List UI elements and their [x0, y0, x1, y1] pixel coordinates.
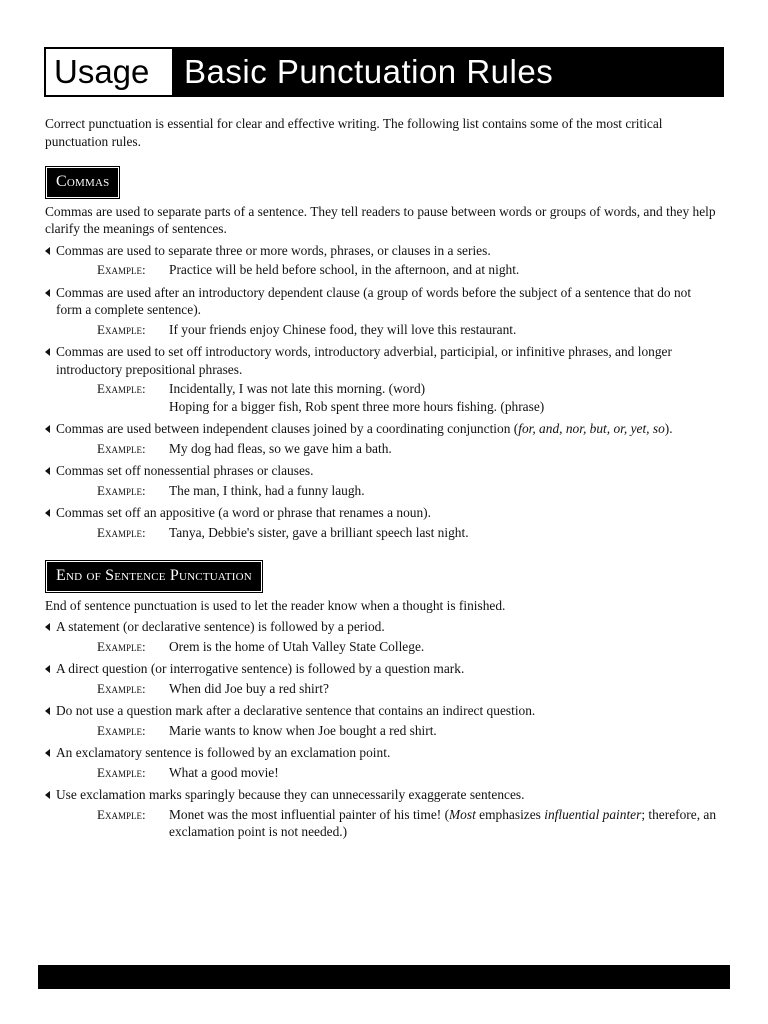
example-text: If your friends enjoy Chinese food, they will love this restaurant.	[169, 321, 517, 337]
example-text: My dog had fleas, so we gave him a bath.	[169, 440, 392, 456]
example-row	[97, 440, 717, 458]
bullet-triangle-icon	[45, 665, 50, 673]
example-text: When did Joe buy a red shirt?	[169, 680, 329, 696]
rule-text: Commas are used to set off introductory words, introductory adverbial, participial, or infinitive phrases, and longer introductory prepositional phrases.	[56, 344, 672, 377]
rule-item	[45, 504, 717, 541]
example-text: The man, I think, had a funny laugh.	[169, 482, 365, 498]
bullet-triangle-icon	[45, 623, 50, 631]
rule-text: An exclamatory sentence is followed by an exclamation point.	[56, 745, 391, 760]
rule-item	[45, 420, 717, 457]
example-text: Incidentally, I was not late this morning. (word)	[169, 381, 426, 396]
rule-text: Do not use a question mark after a declarative sentence that contains an indirect question.	[56, 703, 536, 718]
rule-text: Commas are used to separate three or more words, phrases, or clauses in a series.	[56, 242, 491, 258]
document-body	[45, 115, 717, 846]
example-text: Practice will be held before school, in the afternoon, and at night.	[169, 262, 520, 277]
example-label: Example:	[97, 764, 146, 780]
rule-item	[45, 462, 717, 499]
bullet-triangle-icon	[45, 348, 50, 356]
example-text: Orem is the home of Utah Valley State College.	[169, 638, 425, 654]
header-usage-label: Usage	[46, 49, 174, 95]
section-heading-commas: Commas	[48, 169, 117, 196]
example-text: Tanya, Debbie's sister, gave a brilliant speech last night.	[169, 524, 469, 540]
emphasized-word: Most	[449, 806, 476, 822]
bullet-triangle-icon	[45, 707, 50, 715]
intro-paragraph: Correct punctuation is essential for clear and effective writing. The following list contains some of the most critical punctuation rules.	[45, 116, 663, 149]
example-label: Example:	[97, 638, 146, 654]
rule-text: Commas set off nonessential phrases or clauses.	[56, 463, 314, 478]
example-text: What a good movie!	[169, 764, 279, 780]
footer-bar	[38, 965, 730, 989]
example-text	[169, 806, 717, 841]
example-text-part: Monet was the most influential painter of his time! (	[169, 806, 450, 822]
example-row	[97, 321, 717, 339]
example-label: Example:	[97, 680, 146, 696]
rule-item	[45, 242, 717, 279]
bullet-triangle-icon	[45, 247, 50, 255]
example-row	[97, 764, 717, 782]
bullet-triangle-icon	[45, 791, 50, 799]
example-label: Example:	[97, 722, 146, 738]
section-description: Commas are used to separate parts of a sentence. They tell readers to pause between words or groups of words, and they help clarify the meanings of sentences.	[45, 203, 716, 236]
rule-item	[45, 744, 717, 781]
example-row	[97, 524, 717, 542]
rule-text: Commas are used between independent clauses joined by a coordinating conjunction (	[56, 421, 519, 436]
rule-text: Commas are used after an introductory dependent clause (a group of words before the subject of a sentence that do not form a complete sentence).	[56, 284, 692, 317]
rule-item	[45, 702, 717, 739]
example-label: Example:	[97, 482, 146, 498]
conjunction-list: for, and, nor, but, or, yet, so	[518, 421, 665, 436]
rule-item	[45, 618, 717, 655]
example-label: Example:	[97, 381, 146, 396]
bullet-triangle-icon	[45, 509, 50, 517]
rule-item	[45, 343, 717, 415]
emphasized-phrase: influential painter	[544, 806, 642, 822]
example-label: Example:	[97, 440, 146, 456]
rule-text: Use exclamation marks sparingly because they can unnecessarily exaggerate sentences.	[56, 787, 525, 802]
rule-item	[45, 284, 717, 339]
rule-item	[45, 660, 717, 697]
section-description: End of sentence punctuation is used to let the reader know when a thought is finished.	[45, 597, 506, 613]
bullet-triangle-icon	[45, 289, 50, 297]
section-heading-end-of-sentence: End of Sentence Punctuation	[48, 563, 260, 590]
example-row	[97, 680, 717, 698]
example-row	[97, 722, 717, 740]
bullet-triangle-icon	[45, 425, 50, 433]
rule-item	[45, 786, 717, 841]
example-text: Marie wants to know when Joe bought a red shirt.	[169, 722, 437, 738]
page-header	[44, 47, 724, 97]
example-label: Example:	[97, 806, 146, 822]
example-row	[97, 261, 717, 279]
rule-text: Commas set off an appositive (a word or phrase that renames a noun).	[56, 505, 431, 520]
rule-text-end: ).	[664, 421, 673, 436]
example-label: Example:	[97, 262, 146, 277]
example-text-2: Hoping for a bigger fish, Rob spent three more hours fishing. (phrase)	[169, 398, 545, 414]
example-row	[97, 380, 717, 415]
bullet-triangle-icon	[45, 467, 50, 475]
rule-text: A statement (or declarative sentence) is followed by a period.	[56, 619, 385, 634]
example-row	[97, 482, 717, 500]
rule-text: A direct question (or interrogative sentence) is followed by a question mark.	[56, 661, 465, 676]
page-title: Basic Punctuation Rules	[184, 53, 554, 90]
bullet-triangle-icon	[45, 749, 50, 757]
example-label: Example:	[97, 524, 146, 540]
example-text-part: emphasizes	[475, 806, 545, 822]
example-label: Example:	[97, 321, 146, 337]
example-row	[97, 806, 717, 841]
example-text-part: ; therefore, an exclamation point is not needed.)	[169, 806, 717, 839]
example-row	[97, 638, 717, 656]
